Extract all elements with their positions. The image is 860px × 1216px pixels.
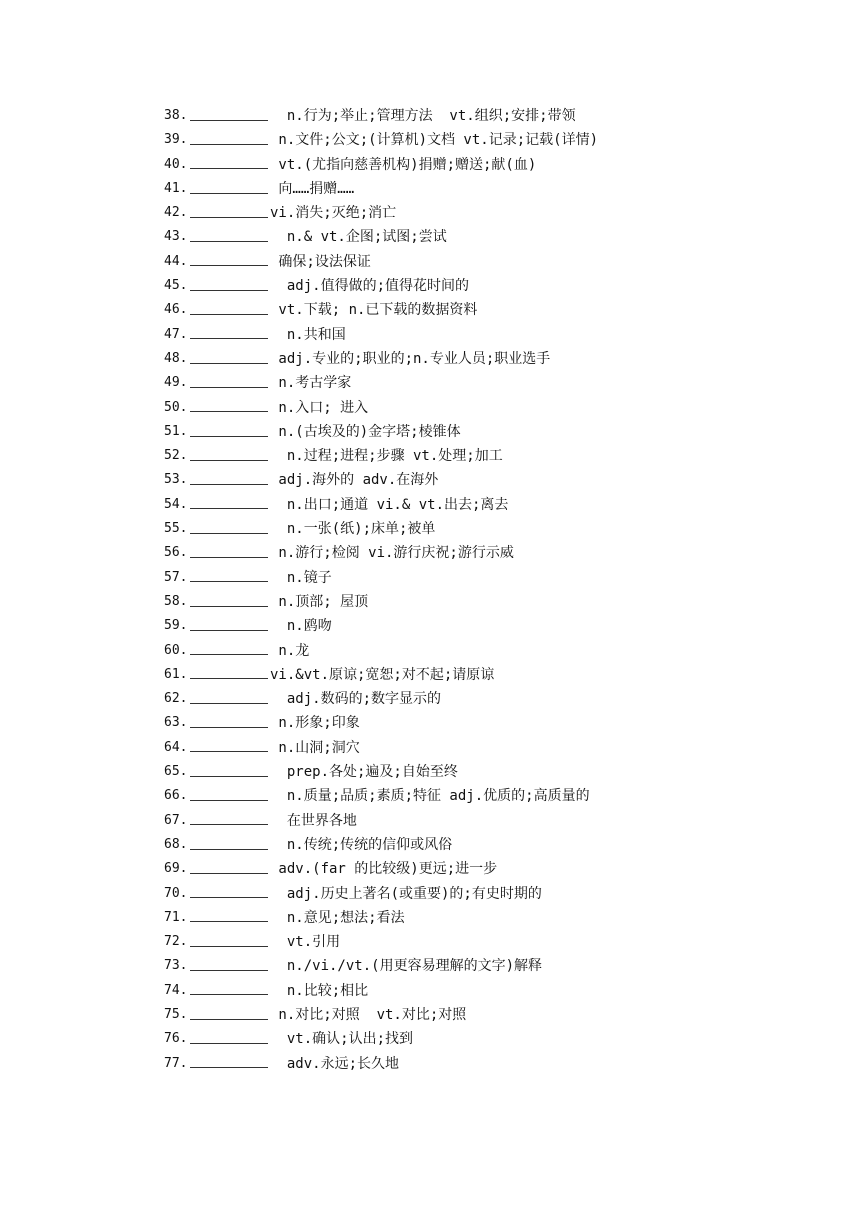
definition: adj.历史上著名(或重要)的;有史时期的 [270, 885, 542, 902]
vocab-row [164, 323, 824, 347]
item-number: 64. [164, 739, 188, 755]
definition: n.山洞;洞穴 [270, 739, 360, 756]
definition: adv.(far 的比较级)更远;进一步 [270, 861, 498, 878]
definition: n./vi./vt.(用更容易理解的文字)解释 [270, 958, 543, 975]
item-number: 43. [164, 229, 188, 245]
item-number: 62. [164, 691, 188, 707]
answer-blank[interactable] [190, 883, 268, 898]
vocab-row [164, 711, 824, 735]
item-number: 61. [164, 666, 188, 682]
item-number: 70. [164, 885, 188, 901]
definition: n.鸥吻 [270, 618, 332, 635]
answer-blank[interactable] [190, 227, 268, 242]
vocab-row [164, 760, 824, 784]
definition: vt.下载; n.已下载的数据资料 [270, 302, 478, 319]
item-number: 47. [164, 326, 188, 342]
answer-blank[interactable] [190, 251, 268, 266]
answer-blank[interactable] [190, 664, 268, 679]
definition: n.& vt.企图;试图;尝试 [270, 229, 447, 246]
answer-blank[interactable] [190, 932, 268, 947]
vocab-row [164, 153, 824, 177]
answer-blank[interactable] [190, 422, 268, 437]
item-number: 76. [164, 1031, 188, 1047]
vocab-row [164, 639, 824, 663]
definition: vi.消失;灭绝;消亡 [270, 205, 397, 222]
definition: n.入口; 进入 [270, 399, 369, 416]
vocab-row [164, 541, 824, 565]
item-number: 65. [164, 764, 188, 780]
vocab-row [164, 201, 824, 225]
item-number: 48. [164, 350, 188, 366]
item-number: 49. [164, 375, 188, 391]
definition: n.镜子 [270, 569, 332, 586]
item-number: 46. [164, 302, 188, 318]
definition: n.共和国 [270, 326, 346, 343]
item-number: 50. [164, 399, 188, 415]
vocab-row [164, 128, 824, 152]
item-number: 73. [164, 958, 188, 974]
item-number: 63. [164, 715, 188, 731]
vocab-row [164, 882, 824, 906]
item-number: 40. [164, 156, 188, 172]
item-number: 74. [164, 982, 188, 998]
answer-blank[interactable] [190, 762, 268, 777]
answer-blank[interactable] [190, 835, 268, 850]
definition: n.顶部; 屋顶 [270, 593, 369, 610]
item-number: 42. [164, 205, 188, 221]
vocab-row [164, 396, 824, 420]
definition: adj.值得做的;值得花时间的 [270, 278, 470, 295]
vocab-row [164, 274, 824, 298]
answer-blank[interactable] [190, 179, 268, 194]
vocab-row [164, 833, 824, 857]
answer-blank[interactable] [190, 349, 268, 364]
vocab-row [164, 225, 824, 249]
definition: adj.专业的;职业的;n.专业人员;职业选手 [270, 350, 551, 367]
item-number: 39. [164, 132, 188, 148]
definition: n.考古学家 [270, 375, 352, 392]
item-number: 58. [164, 593, 188, 609]
definition: n.意见;想法;看法 [270, 909, 405, 926]
answer-blank[interactable] [190, 1029, 268, 1044]
definition: n.比较;相比 [270, 982, 369, 999]
answer-blank[interactable] [190, 543, 268, 558]
item-number: 38. [164, 108, 188, 123]
vocab-row [164, 420, 824, 444]
definition: vt.引用 [270, 934, 341, 951]
answer-blank[interactable] [190, 592, 268, 607]
item-number: 66. [164, 788, 188, 804]
definition: n.行为;举止;管理方法 vt.组织;安排;带领 [270, 108, 576, 124]
item-number: 60. [164, 642, 188, 658]
vocab-row [164, 1027, 824, 1051]
vocab-row [164, 590, 824, 614]
vocab-row [164, 1052, 824, 1076]
vocab-row [164, 663, 824, 687]
answer-blank[interactable] [190, 154, 268, 169]
vocab-row [164, 566, 824, 590]
item-number: 72. [164, 934, 188, 950]
answer-blank[interactable] [190, 373, 268, 388]
item-number: 57. [164, 569, 188, 585]
definition: vt.(尤指向慈善机构)捐赠;赠送;献(血) [270, 156, 537, 173]
answer-blank[interactable] [190, 446, 268, 461]
vocab-row [164, 809, 824, 833]
item-number: 51. [164, 423, 188, 439]
item-number: 52. [164, 448, 188, 464]
answer-blank[interactable] [190, 713, 268, 728]
item-number: 69. [164, 861, 188, 877]
definition: 向……捐赠…… [270, 180, 355, 197]
definition: n.对比;对照 vt.对比;对照 [270, 1006, 467, 1023]
item-number: 45. [164, 278, 188, 294]
item-number: 44. [164, 253, 188, 269]
answer-blank[interactable] [190, 1053, 268, 1068]
answer-blank[interactable] [190, 640, 268, 655]
answer-blank[interactable] [190, 786, 268, 801]
vocab-row [164, 614, 824, 638]
answer-blank[interactable] [190, 324, 268, 339]
answer-blank[interactable] [190, 300, 268, 315]
vocab-row [164, 444, 824, 468]
answer-blank[interactable] [190, 519, 268, 534]
item-number: 71. [164, 909, 188, 925]
item-number: 75. [164, 1006, 188, 1022]
answer-blank[interactable] [190, 203, 268, 218]
definition: n.传统;传统的信仰或风俗 [270, 836, 453, 853]
vocab-row [164, 468, 824, 492]
definition: n.质量;品质;素质;特征 adj.优质的;高质量的 [270, 788, 590, 805]
item-number: 67. [164, 812, 188, 828]
vocab-row [164, 736, 824, 760]
answer-blank[interactable] [190, 810, 268, 825]
answer-blank[interactable] [190, 980, 268, 995]
definition: n.过程;进程;步骤 vt.处理;加工 [270, 448, 503, 465]
definition: n.一张(纸);床单;被单 [270, 521, 436, 538]
answer-blank[interactable] [190, 276, 268, 291]
vocab-row [164, 930, 824, 954]
answer-blank[interactable] [190, 470, 268, 485]
vocab-row [164, 1003, 824, 1027]
item-number: 55. [164, 521, 188, 537]
answer-blank[interactable] [190, 616, 268, 631]
vocab-row [164, 784, 824, 808]
item-number: 54. [164, 496, 188, 512]
definition: vi.&vt.原谅;宽恕;对不起;请原谅 [270, 666, 495, 683]
definition: n.文件;公文;(计算机)文档 vt.记录;记载(详情) [270, 132, 599, 149]
definition: n.形象;印象 [270, 715, 360, 732]
item-number: 59. [164, 618, 188, 634]
definition: n.龙 [270, 642, 310, 659]
definition: n.出口;通道 vi.& vt.出去;离去 [270, 496, 509, 513]
vocab-row [164, 177, 824, 201]
vocab-row [164, 687, 824, 711]
answer-blank[interactable] [190, 737, 268, 752]
answer-blank[interactable] [190, 494, 268, 509]
definition: adj.海外的 adv.在海外 [270, 472, 439, 489]
item-number: 53. [164, 472, 188, 488]
item-number: 41. [164, 180, 188, 196]
answer-blank[interactable] [190, 106, 268, 121]
definition: 在世界各地 [270, 812, 357, 829]
definition: n.游行;检阅 vi.游行庆祝;游行示威 [270, 545, 514, 562]
definition: prep.各处;遍及;自始至终 [270, 764, 458, 781]
vocab-list [164, 104, 824, 1076]
definition: vt.确认;认出;找到 [270, 1031, 414, 1048]
item-number: 56. [164, 545, 188, 561]
vocab-row [164, 250, 824, 274]
definition: adv.永远;长久地 [270, 1055, 400, 1072]
vocab-row [164, 298, 824, 322]
vocab-row [164, 906, 824, 930]
definition: n.(古埃及的)金字塔;棱锥体 [270, 423, 461, 440]
vocab-row [164, 371, 824, 395]
vocab-row [164, 104, 824, 128]
vocab-row [164, 857, 824, 881]
answer-blank[interactable] [190, 397, 268, 412]
answer-blank[interactable] [190, 956, 268, 971]
definition: 确保;设法保证 [270, 253, 371, 270]
answer-blank[interactable] [190, 567, 268, 582]
answer-blank[interactable] [190, 907, 268, 922]
vocab-row [164, 493, 824, 517]
vocab-row [164, 517, 824, 541]
definition: adj.数码的;数字显示的 [270, 691, 442, 708]
item-number: 68. [164, 836, 188, 852]
answer-blank[interactable] [190, 689, 268, 704]
answer-blank[interactable] [190, 859, 268, 874]
item-number: 77. [164, 1055, 188, 1071]
vocab-row [164, 347, 824, 371]
answer-blank[interactable] [190, 1005, 268, 1020]
answer-blank[interactable] [190, 130, 268, 145]
vocab-row [164, 954, 824, 978]
vocab-row [164, 979, 824, 1003]
